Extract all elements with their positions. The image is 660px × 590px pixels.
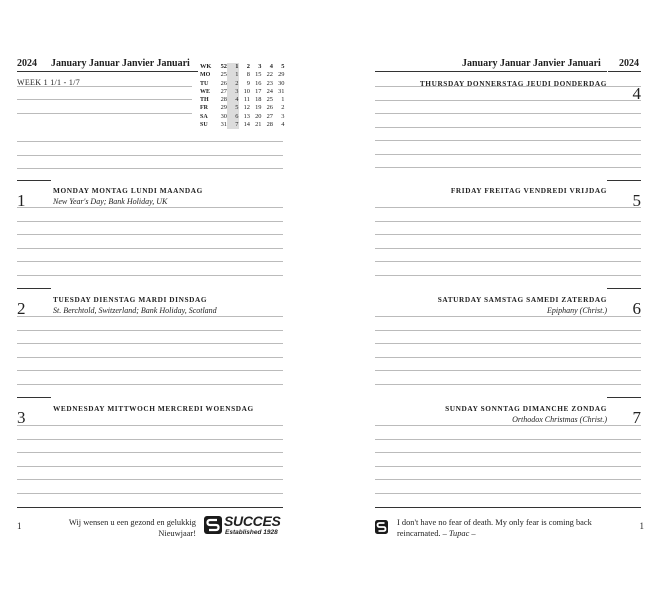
mini-calendar: [200, 63, 285, 129]
day-rule: [17, 180, 51, 181]
week-label: WEEK 1 1/1 - 1/7: [17, 78, 81, 87]
calendar-date: 1: [227, 71, 239, 79]
calendar-date: 31: [278, 87, 285, 95]
ruled-line: [375, 357, 641, 358]
ruled-line: [375, 127, 641, 128]
ruled-line: [17, 155, 283, 156]
calendar-date: 27: [266, 112, 273, 120]
calendar-date: 24: [266, 87, 273, 95]
ruled-line: [375, 425, 641, 426]
left-page: [17, 55, 283, 540]
day-name: MONDAY MONTAG LUNDI MAANDAG: [53, 186, 203, 195]
calendar-date: 26: [220, 79, 227, 87]
calendar-date: 30: [278, 79, 285, 87]
ruled-line: [17, 493, 283, 494]
day-rule: [607, 180, 641, 181]
footer-quote: [397, 517, 627, 539]
brand-name: SUCCES: [224, 513, 281, 529]
ruled-line: [17, 113, 192, 114]
calendar-row: [200, 121, 285, 129]
day-rule: [607, 397, 641, 398]
calendar-week-number: 5: [281, 63, 285, 70]
succes-logo-icon: [375, 520, 388, 534]
calendar-date: 4: [281, 121, 285, 129]
day-number: 5: [632, 191, 641, 210]
ruled-line: [375, 384, 641, 385]
day-rule: [17, 397, 51, 398]
calendar-date: 22: [266, 71, 273, 79]
succes-logo-icon: [204, 516, 222, 534]
calendar-date: 17: [255, 87, 262, 95]
calendar-row: [200, 113, 285, 121]
ruled-line: [17, 479, 283, 480]
calendar-date: 23: [266, 79, 273, 87]
calendar-date: 8: [246, 71, 250, 79]
day-number: 4: [632, 84, 641, 103]
calendar-row: [200, 104, 285, 112]
calendar-date: 6: [227, 113, 239, 121]
ruled-line: [375, 167, 641, 168]
calendar-day-label: SA: [200, 113, 208, 120]
ruled-line: [17, 207, 283, 208]
day-name: FRIDAY FREITAG VENDREDI VRIJDAG: [450, 186, 607, 195]
ruled-line: [17, 168, 283, 169]
holiday-note: New Year's Day; Bank Holiday, UK: [53, 197, 168, 206]
calendar-row: [200, 71, 285, 79]
calendar-date: 21: [255, 121, 262, 129]
day-number: 2: [17, 299, 26, 318]
calendar-day-label: FR: [200, 105, 208, 112]
day-rule: [17, 288, 51, 289]
ruled-line: [375, 343, 641, 344]
ruled-line: [375, 330, 641, 331]
calendar-day-label: TH: [200, 97, 209, 104]
year-label: 2024: [619, 58, 639, 69]
right-page: [375, 55, 644, 540]
day-name: SUNDAY SONNTAG DIMANCHE ZONDAG: [445, 404, 607, 413]
calendar-date: 29: [220, 104, 227, 112]
ruled-line: [375, 207, 641, 208]
ruled-line: [17, 466, 283, 467]
ruled-line: [375, 154, 641, 155]
day-number: 3: [17, 408, 26, 427]
ruled-line: [375, 493, 641, 494]
ruled-line: [375, 452, 641, 453]
ruled-line: [17, 221, 283, 222]
ruled-line: [375, 370, 641, 371]
month-label: January Januar Janvier Januari: [462, 58, 601, 69]
calendar-date: 5: [227, 104, 239, 112]
footer-rule: [375, 507, 641, 508]
calendar-day-label: MO: [200, 72, 211, 79]
calendar-date: 4: [227, 96, 239, 104]
calendar-date: 15: [255, 71, 262, 79]
calendar-date: 3: [281, 112, 285, 120]
ruled-line: [17, 439, 283, 440]
brand-tagline: Established 1928: [225, 529, 278, 536]
day-name: WEDNESDAY MITTWOCH MERCREDI WOENSDAG: [53, 404, 254, 413]
calendar-date: 2: [227, 80, 239, 88]
calendar-date: 28: [220, 96, 227, 104]
month-label: January Januar Janvier Januari: [51, 58, 190, 69]
calendar-date: 27: [220, 87, 227, 95]
calendar-row: [200, 80, 285, 88]
calendar-date: 18: [255, 96, 262, 104]
day-rule: [607, 288, 641, 289]
day-number: 6: [632, 299, 641, 318]
calendar-date: 16: [255, 79, 262, 87]
calendar-date: 19: [255, 104, 262, 112]
calendar-date: 25: [220, 71, 227, 79]
ruled-line: [375, 261, 641, 262]
day-name: TUESDAY DIENSTAG MARDI DINSDAG: [53, 295, 208, 304]
ruled-line: [375, 221, 641, 222]
header-rule: [375, 71, 607, 72]
quote-text: I don't have no fear of death. My only fear is coming back reincarnated.: [397, 518, 592, 538]
footer-message: Wij wensen u een gezond en gelukkig Nieuwjaar!: [68, 518, 196, 538]
day-name: THURSDAY DONNERSTAG JEUDI DONDERDAG: [419, 79, 607, 88]
calendar-week-number: 52: [220, 63, 227, 70]
ruled-line: [375, 275, 641, 276]
calendar-date: 10: [243, 87, 250, 95]
ruled-line: [17, 99, 192, 100]
calendar-day-label: SU: [200, 122, 208, 129]
calendar-date: 25: [266, 96, 273, 104]
page-number: 1: [17, 521, 22, 531]
ruled-line: [375, 248, 641, 249]
calendar-date: 2: [281, 104, 285, 112]
right-header: [375, 58, 641, 72]
calendar-row: [200, 88, 285, 96]
ruled-line: [17, 141, 283, 142]
calendar-date: 31: [220, 121, 227, 129]
calendar-date: 3: [227, 88, 239, 96]
calendar-date: 30: [220, 112, 227, 120]
header-rule-right: [608, 71, 641, 72]
ruled-line: [17, 248, 283, 249]
ruled-line: [17, 343, 283, 344]
ruled-line: [375, 100, 641, 101]
ruled-line: [375, 316, 641, 317]
calendar-week-number: 4: [269, 63, 273, 70]
calendar-day-label: TU: [200, 80, 209, 87]
ruled-line: [375, 113, 641, 114]
calendar-date: 9: [246, 79, 250, 87]
ruled-line: [375, 439, 641, 440]
calendar-date: 20: [255, 112, 262, 120]
calendar-row: [200, 96, 285, 104]
calendar-day-label: WE: [200, 88, 211, 95]
day-name: SATURDAY SAMSTAG SAMEDI ZATERDAG: [437, 295, 607, 304]
calendar-date: 26: [266, 104, 273, 112]
ruled-line: [375, 479, 641, 480]
ruled-line: [17, 316, 283, 317]
calendar-date: 7: [227, 121, 239, 129]
footer-rule: [17, 507, 283, 508]
ruled-line: [17, 86, 192, 87]
holiday-note: St. Berchtold, Switzerland; Bank Holiday, Scotland: [53, 306, 217, 315]
calendar-date: 29: [278, 71, 285, 79]
ruled-line: [17, 370, 283, 371]
ruled-line: [17, 384, 283, 385]
ruled-line: [17, 275, 283, 276]
calendar-week-number: 1: [227, 63, 239, 71]
ruled-line: [17, 452, 283, 453]
year-label: 2024: [17, 58, 37, 69]
quote-author: – Tupac –: [442, 529, 476, 538]
ruled-line: [17, 357, 283, 358]
holiday-note: Orthodox Christmas (Christ.): [512, 415, 607, 424]
ruled-line: [375, 140, 641, 141]
calendar-week-number: 2: [246, 63, 250, 70]
calendar-date: 14: [243, 121, 250, 129]
calendar-date: 1: [281, 96, 285, 104]
day-number: 7: [632, 408, 641, 427]
calendar-week-number: 3: [258, 63, 262, 70]
ruled-line: [17, 330, 283, 331]
calendar-date: 28: [266, 121, 273, 129]
day-number: 1: [17, 191, 26, 210]
calendar-date: 12: [243, 104, 250, 112]
ruled-line: [17, 261, 283, 262]
page-number: 1: [639, 521, 644, 531]
header-rule: [17, 71, 198, 72]
calendar-date: 11: [243, 96, 250, 104]
ruled-line: [17, 234, 283, 235]
calendar-week-header: WK: [200, 63, 212, 70]
ruled-line: [17, 425, 283, 426]
ruled-line: [375, 234, 641, 235]
holiday-note: Epiphany (Christ.): [547, 306, 607, 315]
ruled-line: [375, 466, 641, 467]
calendar-date: 13: [243, 112, 250, 120]
